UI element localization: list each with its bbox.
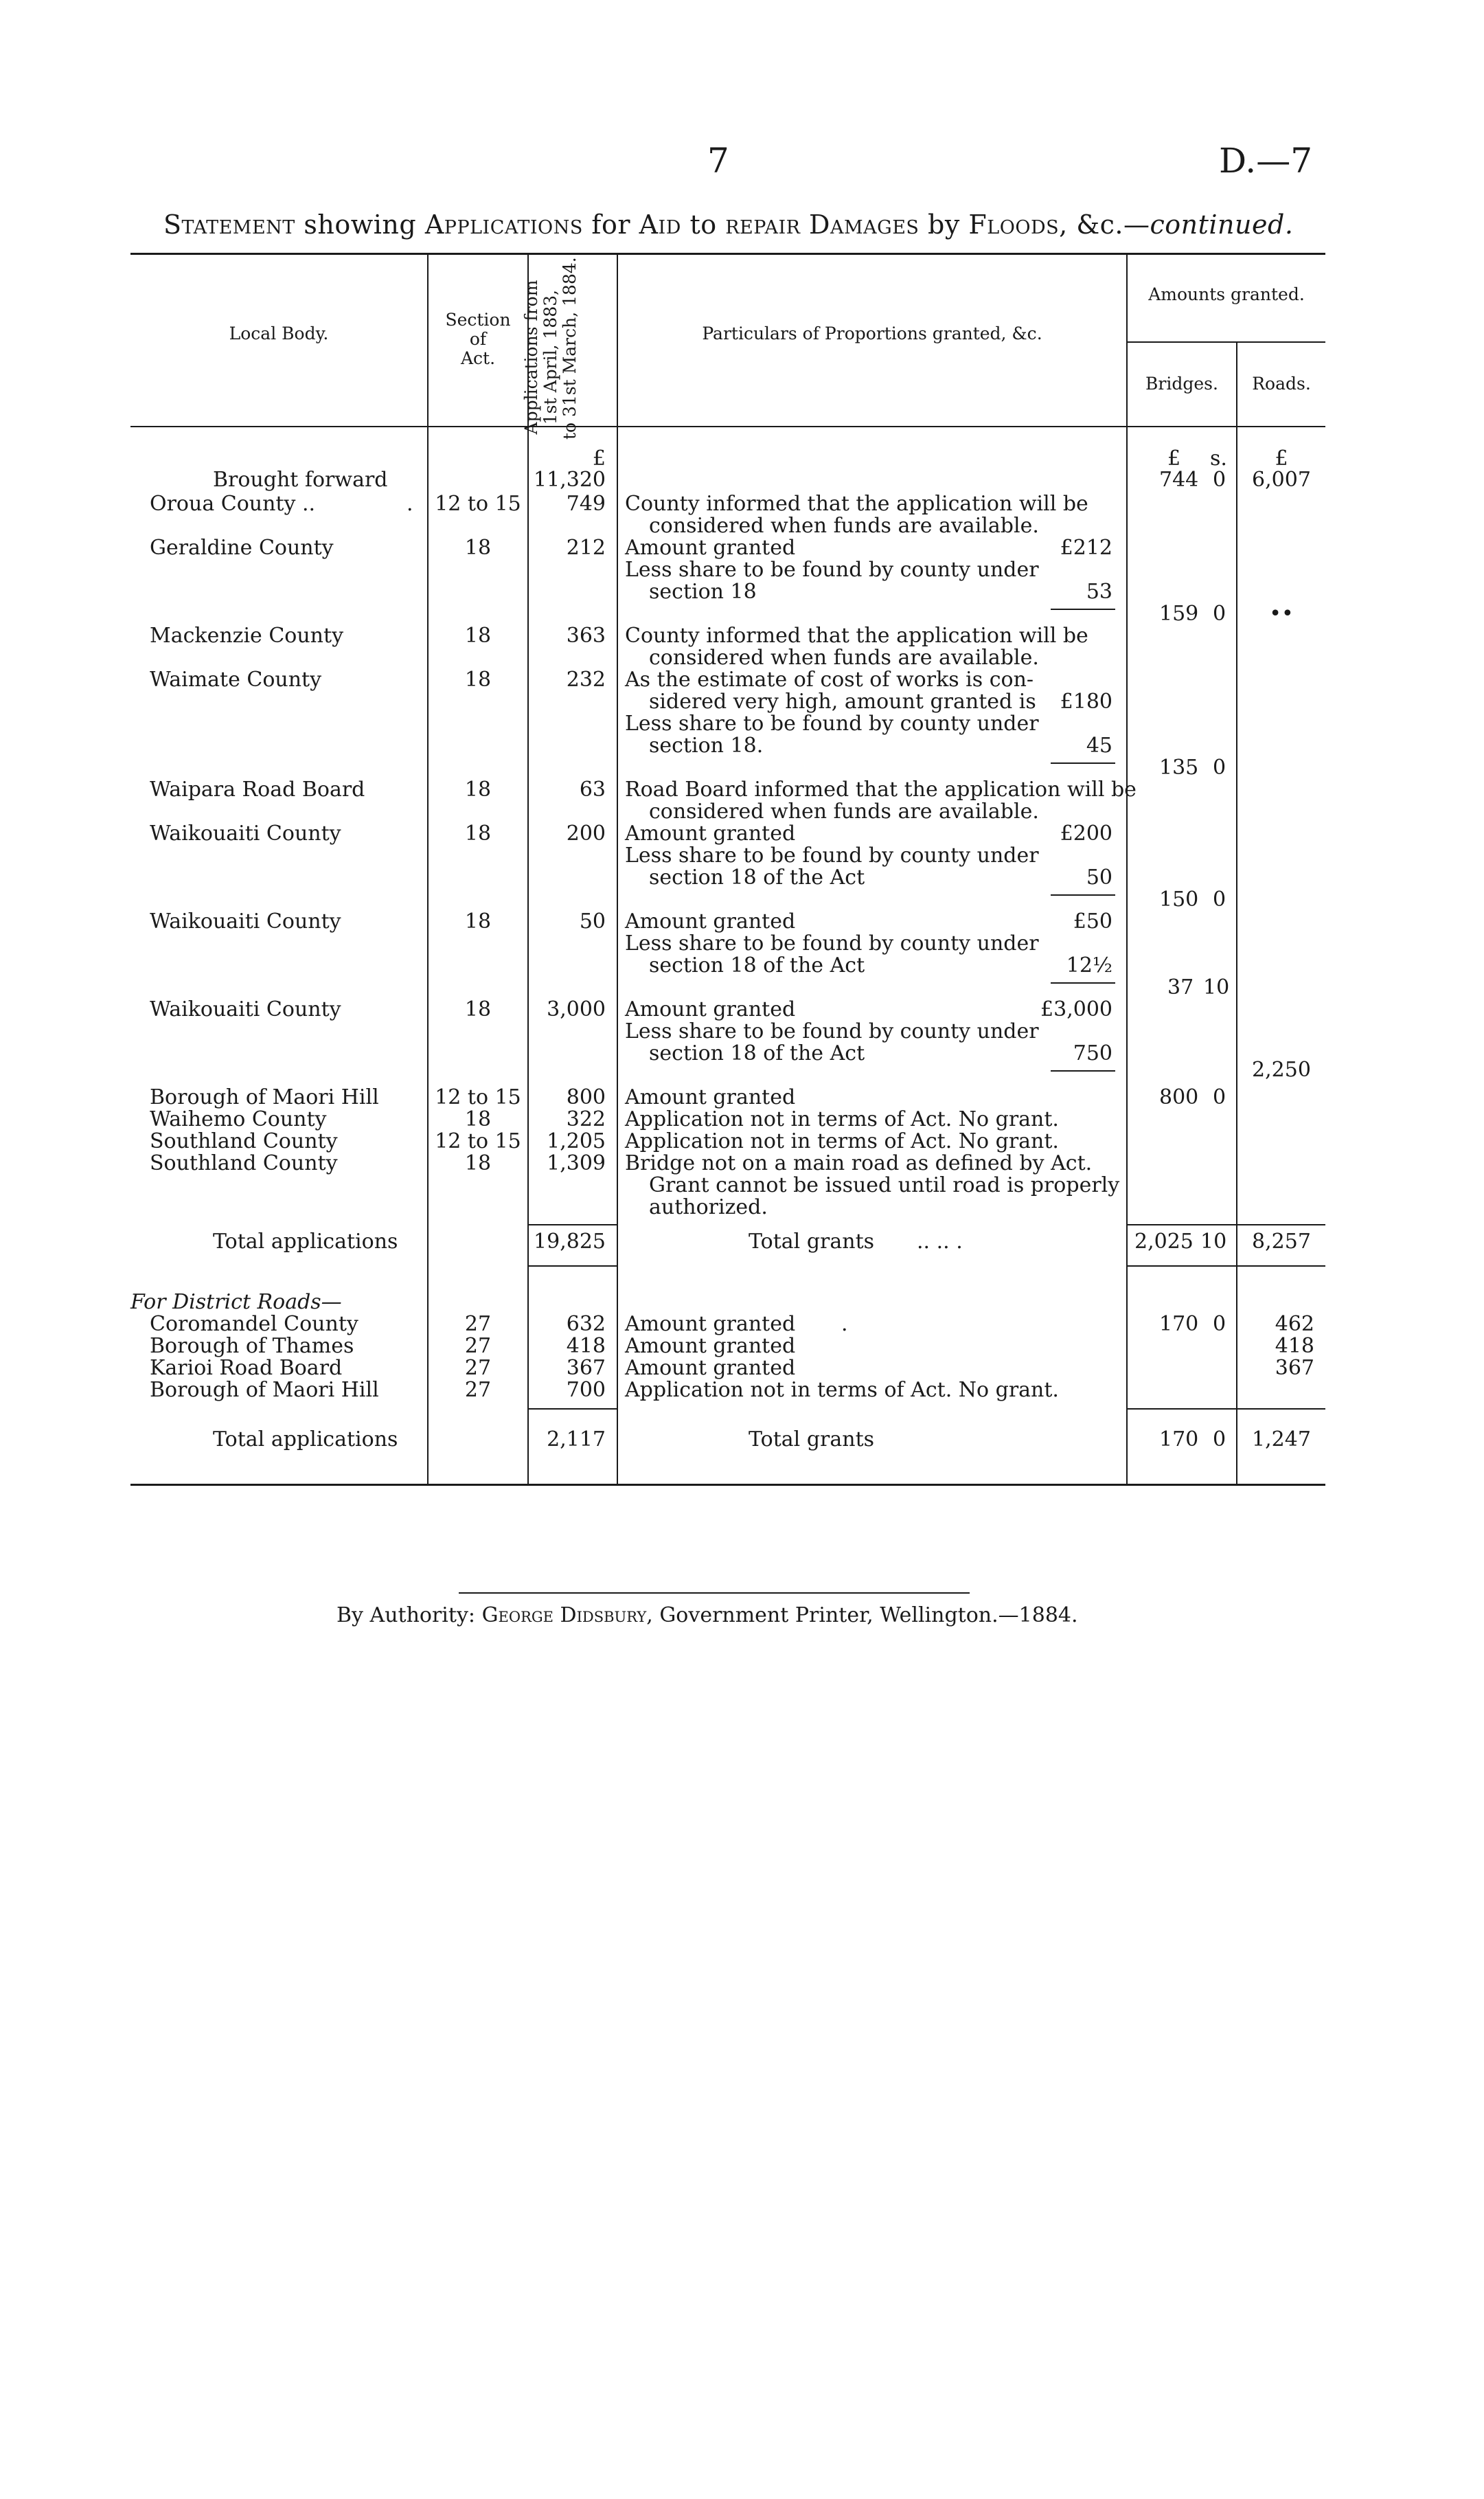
row-amount: £50 bbox=[1073, 909, 1112, 934]
row-particulars: section 18 of the Act bbox=[649, 953, 865, 977]
district-local-body: Borough of Thames bbox=[150, 1334, 354, 1358]
row-particulars: Road Board informed that the application will be bbox=[625, 778, 1137, 802]
district-section: 27 bbox=[464, 1334, 492, 1358]
district-section: 27 bbox=[464, 1378, 492, 1402]
row-particulars: Less share to be found by county under bbox=[625, 931, 1039, 956]
header-particulars: Particulars of Proportions granted, &c. bbox=[702, 324, 1042, 343]
row-particulars: Amount granted bbox=[625, 909, 796, 934]
row-section: 18 bbox=[464, 909, 492, 934]
total-roads: 1,247 bbox=[1252, 1427, 1311, 1451]
row-bridges-pounds: 135 bbox=[1159, 756, 1199, 780]
row-particulars: County informed that the application will be bbox=[625, 492, 1088, 516]
district-bridges-pounds: 170 bbox=[1159, 1312, 1199, 1336]
total-rule bbox=[529, 1265, 617, 1267]
row-application: 232 bbox=[566, 668, 606, 692]
row-bridges-shillings: 0 bbox=[1213, 887, 1226, 912]
row-local-body: Waikouaiti County bbox=[150, 997, 341, 1021]
total-bridges-pounds: 2,025 bbox=[1134, 1230, 1194, 1254]
title-word: Damages bbox=[809, 210, 920, 240]
district-application: 700 bbox=[566, 1378, 606, 1402]
row-particulars: As the estimate of cost of works is con- bbox=[625, 668, 1034, 692]
header-bridges: Bridges. bbox=[1145, 374, 1218, 394]
total-rule bbox=[1126, 1408, 1325, 1410]
row-particulars: Application not in terms of Act. No grant. bbox=[625, 1107, 1059, 1131]
district-roads: 462 bbox=[1275, 1312, 1314, 1336]
total-rule bbox=[529, 1408, 617, 1410]
district-local-body: Coromandel County bbox=[150, 1312, 358, 1336]
row-local-body: Southland County bbox=[150, 1151, 338, 1175]
row-leader-dot: . bbox=[407, 492, 413, 516]
row-local-body: Mackenzie County bbox=[150, 624, 344, 648]
page-title bbox=[163, 210, 1293, 240]
row-section: 18 bbox=[464, 822, 492, 846]
table-top-rule bbox=[130, 253, 1325, 255]
district-roads: 367 bbox=[1275, 1356, 1314, 1380]
row-bridges-shillings: 0 bbox=[1213, 468, 1226, 492]
row-application: 11,320 bbox=[534, 468, 606, 492]
row-particulars: Less share to be found by county under bbox=[625, 1019, 1039, 1043]
row-application: 50 bbox=[579, 909, 606, 934]
header-section bbox=[429, 310, 527, 368]
row-section: 12 to 15 bbox=[435, 492, 521, 516]
district-mark: . bbox=[841, 1312, 848, 1336]
district-section: 27 bbox=[464, 1356, 492, 1380]
title-word: showing bbox=[304, 210, 417, 240]
footer-by: By Authority: bbox=[336, 1603, 476, 1627]
row-section: 12 to 15 bbox=[435, 1085, 521, 1109]
header-apps-line: 1st April, 1883, bbox=[540, 289, 560, 425]
row-particulars: section 18 bbox=[649, 580, 757, 604]
row-particulars: Application not in terms of Act. No grant. bbox=[625, 1129, 1059, 1153]
row-amount: 750 bbox=[1073, 1041, 1112, 1065]
title-word: &c.— bbox=[1076, 210, 1150, 240]
row-application: 800 bbox=[566, 1085, 606, 1109]
row-particulars: Less share to be found by county under bbox=[625, 558, 1039, 582]
header-apps-line: to 31st March, 1884. bbox=[560, 257, 580, 440]
row-section: 18 bbox=[464, 1151, 492, 1175]
row-particulars: County informed that the application will be bbox=[625, 624, 1088, 648]
unit-pound: £ bbox=[592, 446, 606, 471]
district-bridges-shillings: 0 bbox=[1213, 1312, 1226, 1336]
row-particulars: Amount granted bbox=[625, 997, 796, 1021]
row-application: 363 bbox=[566, 624, 606, 648]
row-local-body: Brought forward bbox=[213, 468, 388, 492]
district-application: 367 bbox=[566, 1356, 606, 1380]
row-bridges-shillings: 0 bbox=[1213, 1085, 1226, 1109]
total-applications-value: 2,117 bbox=[547, 1427, 606, 1451]
row-particulars: Grant cannot be issued until road is properly bbox=[649, 1173, 1120, 1197]
row-amount: £180 bbox=[1060, 690, 1112, 714]
title-word: Statement bbox=[163, 210, 295, 240]
district-application: 418 bbox=[566, 1334, 606, 1358]
row-bridges-pounds: 150 bbox=[1159, 887, 1199, 912]
row-amount: £212 bbox=[1060, 536, 1112, 560]
district-application: 632 bbox=[566, 1312, 606, 1336]
row-bridges-shillings: 0 bbox=[1213, 756, 1226, 780]
row-application: 200 bbox=[566, 822, 606, 846]
row-particulars: Amount granted bbox=[625, 536, 796, 560]
row-particulars: Bridge not on a main road as defined by Act. bbox=[625, 1151, 1093, 1175]
header-roads: Roads. bbox=[1252, 374, 1311, 394]
row-particulars: section 18 of the Act bbox=[649, 866, 865, 890]
row-local-body: Waihemo County bbox=[150, 1107, 327, 1131]
row-bridges-pounds: 744 bbox=[1159, 468, 1199, 492]
row-bridges-pounds: 800 bbox=[1159, 1085, 1199, 1109]
district-local-body: Borough of Maori Hill bbox=[150, 1378, 379, 1402]
row-application: 749 bbox=[566, 492, 606, 516]
row-amount: £3,000 bbox=[1040, 997, 1112, 1021]
amounts-sub-rule bbox=[1126, 341, 1325, 343]
total-rule bbox=[529, 1224, 617, 1225]
row-section: 18 bbox=[464, 624, 492, 648]
subtotal-rule bbox=[1051, 762, 1115, 764]
row-particulars: Less share to be found by county under bbox=[625, 844, 1039, 868]
row-bridges-shillings: 10 bbox=[1203, 975, 1230, 999]
row-amount: 12½ bbox=[1066, 953, 1112, 977]
district-particulars: Amount granted bbox=[625, 1312, 796, 1336]
header-local-body: Local Body. bbox=[229, 324, 329, 343]
document-reference: D.—7 bbox=[1219, 141, 1313, 181]
row-local-body: Geraldine County bbox=[150, 536, 334, 560]
header-section-line: Act. bbox=[460, 348, 496, 368]
subtotal-rule bbox=[1051, 894, 1115, 896]
header-amounts: Amounts granted. bbox=[1148, 284, 1305, 304]
row-local-body: Waipara Road Board bbox=[150, 778, 365, 802]
row-roads: 2,250 bbox=[1252, 1058, 1311, 1082]
total-applications-value: 19,825 bbox=[534, 1230, 606, 1254]
row-bridges-pounds: 37 bbox=[1167, 975, 1194, 999]
row-application: 63 bbox=[579, 778, 606, 802]
subtotal-rule bbox=[1051, 609, 1115, 610]
district-particulars: Application not in terms of Act. No grant. bbox=[625, 1378, 1059, 1402]
title-word: Floods, bbox=[968, 210, 1068, 240]
table-header-rule bbox=[130, 426, 1325, 427]
header-section-line: Section bbox=[445, 310, 511, 330]
district-particulars: Amount granted bbox=[625, 1356, 796, 1380]
row-particulars: considered when funds are available. bbox=[649, 514, 1039, 538]
row-local-body: Borough of Maori Hill bbox=[150, 1085, 379, 1109]
total-grants-label: Total grants bbox=[749, 1230, 875, 1254]
district-roads: 418 bbox=[1275, 1334, 1314, 1358]
district-particulars: Amount granted bbox=[625, 1334, 796, 1358]
subtotal-rule bbox=[1051, 982, 1115, 984]
row-local-body: Waikouaiti County bbox=[150, 909, 341, 934]
row-bridges-pounds: 159 bbox=[1159, 602, 1199, 626]
row-roads: •• bbox=[1269, 602, 1294, 626]
footer-rule bbox=[459, 1592, 970, 1594]
row-section: 18 bbox=[464, 997, 492, 1021]
title-word: for bbox=[591, 210, 631, 240]
row-section: 18 bbox=[464, 536, 492, 560]
row-local-body: Southland County bbox=[150, 1129, 338, 1153]
title-word: to bbox=[689, 210, 717, 240]
title-word: repair bbox=[725, 210, 801, 240]
row-section: 18 bbox=[464, 1107, 492, 1131]
row-application: 1,205 bbox=[547, 1129, 606, 1153]
row-particulars: considered when funds are available. bbox=[649, 800, 1039, 824]
total-grants-leader: .. .. . bbox=[917, 1230, 963, 1254]
row-particulars: Amount granted bbox=[625, 1085, 796, 1109]
row-bridges-shillings: 0 bbox=[1213, 602, 1226, 626]
row-particulars: section 18. bbox=[649, 734, 764, 758]
page-number: 7 bbox=[707, 141, 729, 181]
row-particulars: considered when funds are available. bbox=[649, 646, 1039, 670]
header-section-line: of bbox=[469, 329, 487, 349]
district-section: 27 bbox=[464, 1312, 492, 1336]
row-application: 3,000 bbox=[547, 997, 606, 1021]
total-applications-label: Total applications bbox=[213, 1230, 398, 1254]
district-heading: For District Roads— bbox=[130, 1290, 342, 1314]
row-local-body: Waikouaiti County bbox=[150, 822, 341, 846]
col-divider bbox=[1236, 341, 1237, 1484]
row-local-body: Waimate County bbox=[150, 668, 322, 692]
row-amount: 45 bbox=[1086, 734, 1112, 758]
row-particulars: sidered very high, amount granted is bbox=[649, 690, 1036, 714]
unit-shillings: s. bbox=[1210, 446, 1227, 471]
row-amount: 50 bbox=[1086, 866, 1112, 890]
row-section: 18 bbox=[464, 778, 492, 802]
total-grants-label: Total grants bbox=[749, 1427, 875, 1451]
row-particulars: Amount granted bbox=[625, 822, 796, 846]
total-bridges-shillings: 0 bbox=[1213, 1427, 1226, 1451]
row-section: 18 bbox=[464, 668, 492, 692]
row-section: 12 to 15 bbox=[435, 1129, 521, 1153]
footer-rest: Government Printer, Wellington.—1884. bbox=[659, 1603, 1078, 1627]
row-roads: 6,007 bbox=[1252, 468, 1311, 492]
col-divider bbox=[1126, 253, 1128, 1484]
col-divider bbox=[427, 253, 429, 1484]
row-application: 322 bbox=[566, 1107, 606, 1131]
title-word: Aid bbox=[639, 210, 681, 240]
district-local-body: Karioi Road Board bbox=[150, 1356, 343, 1380]
row-local-body: Oroua County .. bbox=[150, 492, 316, 516]
header-applications bbox=[521, 257, 584, 440]
total-rule bbox=[1126, 1265, 1325, 1267]
row-application: 1,309 bbox=[547, 1151, 606, 1175]
table-bottom-rule bbox=[130, 1484, 1325, 1486]
unit-pound-roads: £ bbox=[1275, 446, 1288, 471]
title-word: continued. bbox=[1150, 210, 1294, 240]
total-rule bbox=[1126, 1224, 1325, 1225]
footer-printer: George Didsbury, bbox=[481, 1603, 653, 1627]
subtotal-rule bbox=[1051, 1070, 1115, 1072]
row-particulars: Less share to be found by county under bbox=[625, 712, 1039, 736]
header-apps-line: Applications from bbox=[521, 280, 541, 435]
row-application: 212 bbox=[566, 536, 606, 560]
total-roads: 8,257 bbox=[1252, 1230, 1311, 1254]
col-divider bbox=[617, 253, 618, 1484]
title-word: Applications bbox=[424, 210, 583, 240]
row-particulars: section 18 of the Act bbox=[649, 1041, 865, 1065]
row-particulars: authorized. bbox=[649, 1195, 768, 1219]
total-applications-label: Total applications bbox=[213, 1427, 398, 1451]
title-word: by bbox=[928, 210, 960, 240]
total-bridges-pounds: 170 bbox=[1159, 1427, 1199, 1451]
row-amount: £200 bbox=[1060, 822, 1112, 846]
unit-pound-bridges: £ bbox=[1167, 446, 1181, 471]
footer-imprint bbox=[336, 1603, 1078, 1627]
total-bridges-shillings: 10 bbox=[1200, 1230, 1227, 1254]
row-amount: 53 bbox=[1086, 580, 1112, 604]
